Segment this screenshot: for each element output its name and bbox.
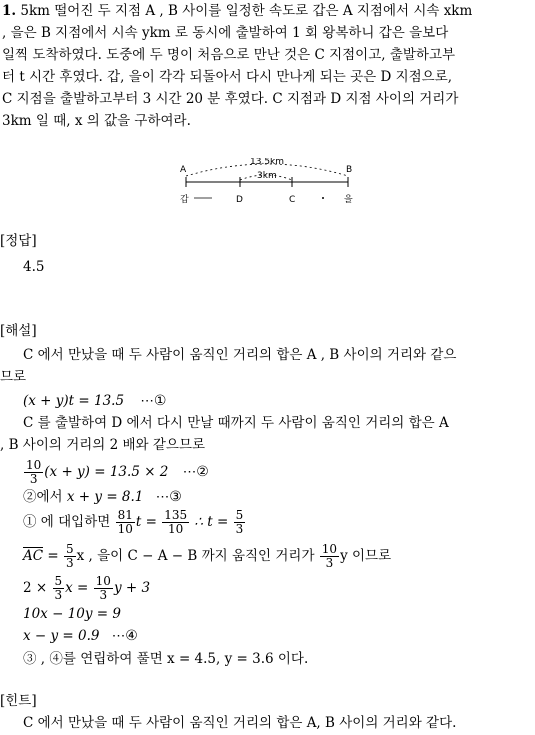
equation-2-text: (x + y) = 13.5 × 2 xyxy=(44,464,169,480)
mark-4: ④ xyxy=(125,628,138,644)
problem-text-4: 터 t 시간 후였다. 갑, 을이 각각 되돌아서 다시 만나게 되는 곳은 D 지점으로, xyxy=(2,69,453,85)
problem-text-1: 5km 떨어진 두 지점 A , B 사이를 일정한 속도로 갑은 A 지점에서 시속 xkm xyxy=(20,3,473,19)
problem-number: 1. xyxy=(2,3,17,19)
equation-1-text: (x + y)t = 13.5 xyxy=(23,393,125,409)
equation-5: AC = $\frac{5}{3}$ x , 을이 C − A − B 까지 움직인 거리가 $\frac{10}{3}$ y 이므로 xyxy=(23,542,392,570)
mark-3: ③ xyxy=(169,489,182,505)
equation-1: (x + y)t = 13.5 ⋯① xyxy=(23,393,167,409)
solution-line-1b: 므로 xyxy=(0,369,27,385)
equation-3: ②에서 x + y = 8.1 ⋯③ xyxy=(23,489,182,505)
equation-5-text: x , 을이 C − A − B 까지 움직인 거리가 xyxy=(76,548,315,564)
equation-3-text: x + y = 8.1 xyxy=(66,489,144,505)
label-a: A xyxy=(180,165,187,175)
solution-final: ③ , ④를 연립하여 풀면 x = 4.5, y = 3.6 이다. xyxy=(23,651,309,667)
solution-line-1a: C 에서 만났을 때 두 사람이 움직인 거리의 합은 A , B 사이의 거리와 같으 xyxy=(23,347,457,363)
solution-line-2b: , B 사이의 거리의 2 배와 같으므로 xyxy=(0,437,206,453)
label-c: C xyxy=(289,195,296,205)
equation-4: ① 에 대입하면 $\frac{81}{10}$ t = $\frac{135}{10}$ ∴ t = $\frac{5}{3}$ xyxy=(23,508,244,536)
problem-line-1 xyxy=(2,2,472,20)
problem-text-3: 일찍 도착하였다. 도중에 두 명이 처음으로 만난 것은 C 지점이고, 출발하고부 xyxy=(2,47,456,63)
label-eul: 을 xyxy=(344,195,353,205)
label-d: D xyxy=(236,195,243,205)
equation-8: x − y = 0.9 ⋯④ xyxy=(23,628,138,644)
equation-6: 2 × $\frac{5}{3}$ x = $\frac{10}{3}$ y + 3 xyxy=(23,574,151,602)
segment-ac: AC xyxy=(23,548,44,564)
equation-2: $\frac{10}{3}$ (x + y) = 13.5 × 2 ⋯② xyxy=(26,458,209,486)
answer-heading: [정답] xyxy=(0,233,37,249)
answer-value: 4.5 xyxy=(23,259,45,275)
problem-text-5: C 지점을 출발하고부터 3 시간 20 분 후였다. C 지점과 D 지점 사이의 거리가 xyxy=(2,91,459,107)
distance-diagram xyxy=(0,158,535,218)
mark-1: ① xyxy=(153,393,167,409)
equation-4-prefix: ① 에 대입하면 xyxy=(23,514,111,530)
label-gap: 갑 xyxy=(180,195,189,205)
label-b: B xyxy=(346,165,353,175)
mark-2: ② xyxy=(196,464,209,480)
hint-heading: [힌트] xyxy=(0,693,37,709)
solution-heading: [해설] xyxy=(0,323,37,339)
problem-text-2: , 을은 B 지점에서 시속 ykm 로 동시에 출발하여 1 회 왕복하니 갑은 을보다 xyxy=(2,25,449,41)
problem-text-6: 3km 일 때, x 의 값을 구하여라. xyxy=(2,113,191,129)
solution-line-2a: C 를 출발하여 D 에서 다시 만날 때까지 두 사람이 움직인 거리의 합은 A xyxy=(23,415,449,431)
equation-7: 10x − 10y = 9 xyxy=(23,606,121,622)
hint-text: C 에서 만났을 때 두 사람이 움직인 거리의 합은 A, B 사이의 거리와 같다. xyxy=(23,715,457,731)
equation-3-prefix: ②에서 xyxy=(23,489,63,505)
equation-8-text: x − y = 0.9 xyxy=(23,628,100,644)
mid-distance: 3km xyxy=(257,171,277,181)
top-distance: 13.5km xyxy=(250,158,285,167)
